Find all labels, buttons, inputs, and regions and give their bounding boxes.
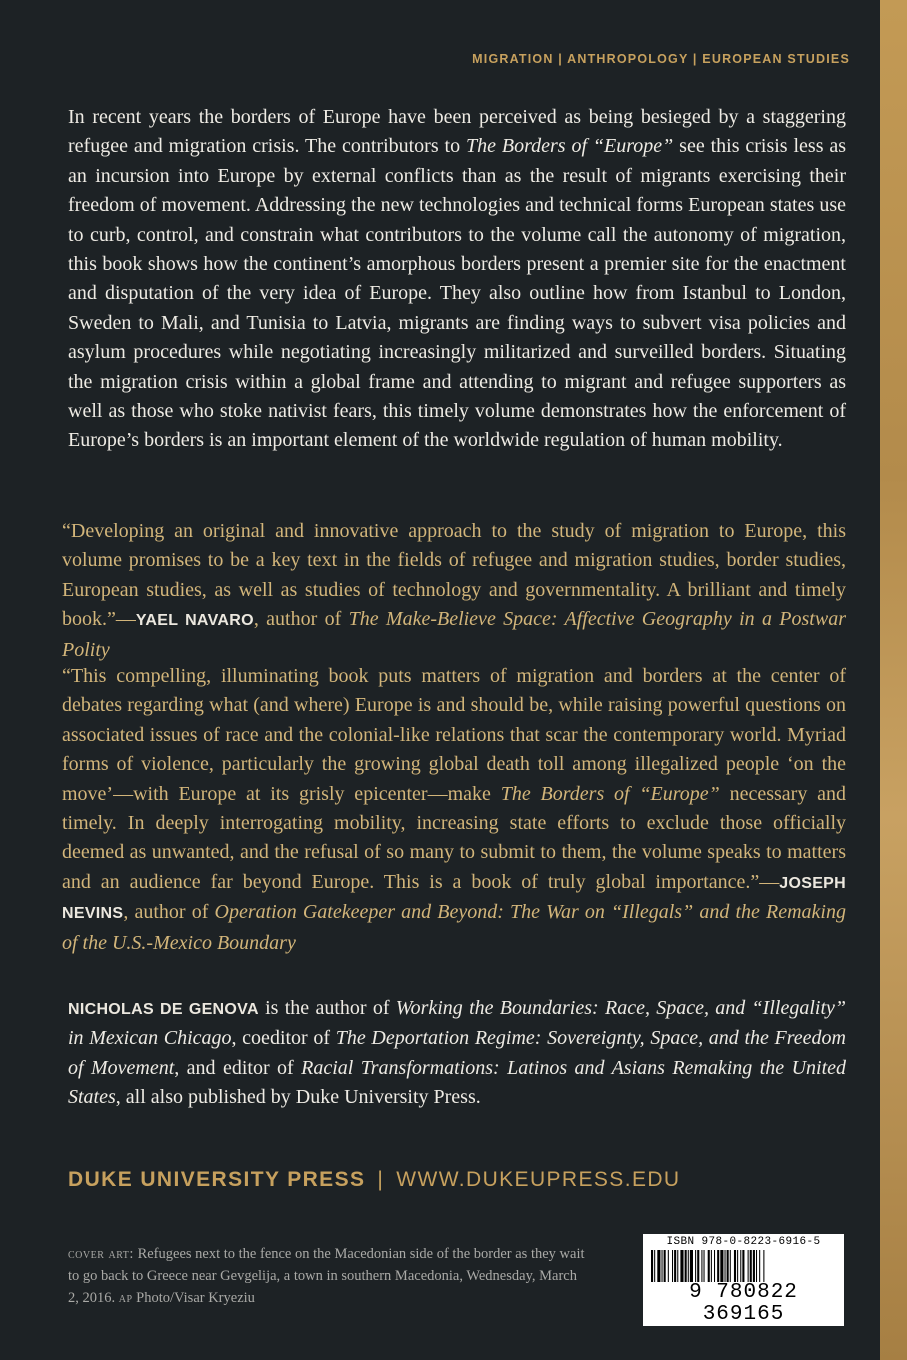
barcode-bar	[688, 1250, 689, 1284]
barcode-bar	[727, 1250, 729, 1284]
barcode-digits: 9 780822 369165	[643, 1282, 844, 1326]
barcode-bar	[690, 1250, 693, 1284]
barcode-bar	[753, 1250, 755, 1284]
barcode-bar	[651, 1250, 653, 1284]
endorsement-text-1: “This compelling, illuminating book puts matters of migration and borders at the center of debates regarding what (and where) Europe is and should be, while raising powerful questions on associated issues of race and the colonial-like relations that scar the contemporary world. Myriad forms of violence, particularly the growing global death toll among illegalized people ‘on the move’—with Europe at its grisly epicenter—make	[62, 665, 846, 805]
endorsement-nevins	[62, 662, 846, 958]
bio-work-1: Working the Boundaries: Race, Space, and “Illegality” in Mexican Chicago	[68, 997, 846, 1050]
publisher-separator: |	[377, 1168, 385, 1191]
book-title: The Borders of “Europe”	[465, 135, 674, 158]
barcode-bar	[685, 1250, 687, 1284]
barcode-bar	[720, 1250, 723, 1284]
barcode-bar	[672, 1250, 673, 1284]
barcode-bar	[677, 1250, 678, 1284]
isbn-barcode	[643, 1234, 844, 1326]
barcode-bar	[662, 1250, 663, 1284]
publisher-line	[68, 1168, 680, 1192]
spine-strip	[880, 0, 907, 1360]
barcode-bar	[759, 1250, 760, 1284]
publisher-url: WWW.DUKEUPRESS.EDU	[396, 1168, 681, 1191]
barcode-bar	[668, 1250, 669, 1284]
barcode-bar	[763, 1250, 764, 1284]
credit-text-2: Photo/Visar Kryeziu	[132, 1290, 255, 1306]
bio-text-2: , coeditor of	[231, 1027, 336, 1050]
endorsement-text-2: necessary and timely. In deeply interrogating mobility, increasing state efforts to exclude those officially deemed as unwanted, and the refusal of so many to submit to them, the volume speaks to matters and an audience far beyond Europe. This is a book of truly global importance.”—	[62, 782, 847, 893]
barcode-bar	[756, 1250, 757, 1284]
endorser-work: Operation Gatekeeper and Beyond: The War on “Illegals” and the Remaking of the U.S.-Mexico Boundary	[62, 901, 846, 954]
barcode-bar	[711, 1250, 712, 1284]
barcode-bar	[714, 1250, 715, 1284]
barcode-bar	[657, 1250, 660, 1284]
book-title: The Borders of “Europe”	[500, 782, 720, 805]
barcode-bar	[717, 1250, 719, 1284]
barcode-bar	[704, 1250, 705, 1284]
barcode-bars	[651, 1250, 836, 1284]
endorser-name: JOSEPH NEVINS	[62, 874, 846, 923]
endorser-author-of: , author of	[123, 901, 215, 924]
barcode-bar	[708, 1250, 710, 1284]
author-name: NICHOLAS DE GENOVA	[68, 1001, 259, 1018]
barcode-bar	[701, 1250, 702, 1284]
barcode-bar	[674, 1250, 676, 1284]
endorsement-navaro	[62, 517, 846, 665]
bio-text-3: , and editor of	[174, 1056, 302, 1079]
book-description	[68, 103, 846, 456]
author-bio	[68, 994, 846, 1113]
barcode-bar	[680, 1250, 683, 1284]
credit-ap: ap	[118, 1290, 133, 1306]
bio-work-3: Racial Transformations: Latinos and Asians Remaking the United States	[68, 1056, 847, 1109]
isbn-number: ISBN 978-0-8223-6916-5	[666, 1236, 821, 1248]
cover-art-credit	[68, 1243, 588, 1309]
endorser-work: The Make-Believe Space: Affective Geography in a Postwar Polity	[62, 608, 846, 661]
bio-work-2: The Deportation Regime: Sovereignty, Space, and the Freedom of Movement	[68, 1027, 846, 1079]
endorsement-text: “Developing an original and innovative approach to the study of migration to Europe, this volume promises to be a key text in the fields of refugee and migration studies, border studies, European studies, as well as studies of technology and governmentality. A brilliant and timely book.”—	[62, 520, 846, 631]
barcode-bar	[740, 1250, 741, 1284]
credit-text-1: Refugees next to the fence on the Macedonian side of the border as they wait to go back to Greece near Gevgelija, a town in southern Macedonia, Wednesday, March 2, 2016.	[68, 1246, 585, 1306]
description-text-2: see this crisis less as an incursion into Europe by external conflicts than as the result of migrants exercising their freedom of movement. Addressing the new technologies and technical forms European states use to curb, control, and constrain what contributors to the volume call the autonomy of migration, this book shows how the continent’s amorphous borders present a premier site for the enactment and disputation of the very idea of Europe. They also outline how from Istanbul to London, Sweden to Mali, and Tunisia to Latvia, migrants are finding ways to subvert visa policies and asylum procedures while negotiating increasingly militarized and surveilled borders. Situating the migration crisis within a global frame and attending to migrant and refugee supporters as well as those who stoke nativist fears, this timely volume demonstrates how the enforcement of Europe’s borders is an important element of the worldwide regulation of human mobility.	[68, 135, 847, 452]
barcode-bar	[730, 1250, 731, 1284]
description-text-1: In recent years the borders of Europe have been perceived as being besieged by a staggering refugee and migration crisis. The contributors to	[68, 106, 846, 158]
barcode-bar	[725, 1250, 726, 1284]
publisher-name: DUKE UNIVERSITY PRESS	[68, 1168, 366, 1191]
barcode-bar	[664, 1250, 666, 1284]
barcode-bar	[737, 1250, 738, 1284]
credit-label: cover art:	[68, 1246, 134, 1262]
barcode-bar	[750, 1250, 752, 1284]
barcode-bar	[742, 1250, 744, 1284]
endorser-name: YAEL NAVARO	[135, 612, 254, 630]
barcode-bar	[748, 1250, 749, 1284]
barcode-bar	[697, 1250, 699, 1284]
barcode-bar	[654, 1250, 655, 1284]
subject-categories: MIGRATION | ANTHROPOLOGY | EUROPEAN STUDIES	[472, 52, 850, 66]
bio-text-4: , all also published by Duke University Press.	[115, 1086, 481, 1109]
barcode-bar	[695, 1250, 696, 1284]
endorser-author-of: , author of	[253, 608, 349, 631]
barcode-bar	[734, 1250, 736, 1284]
bio-text-1: is the author of	[258, 997, 396, 1019]
